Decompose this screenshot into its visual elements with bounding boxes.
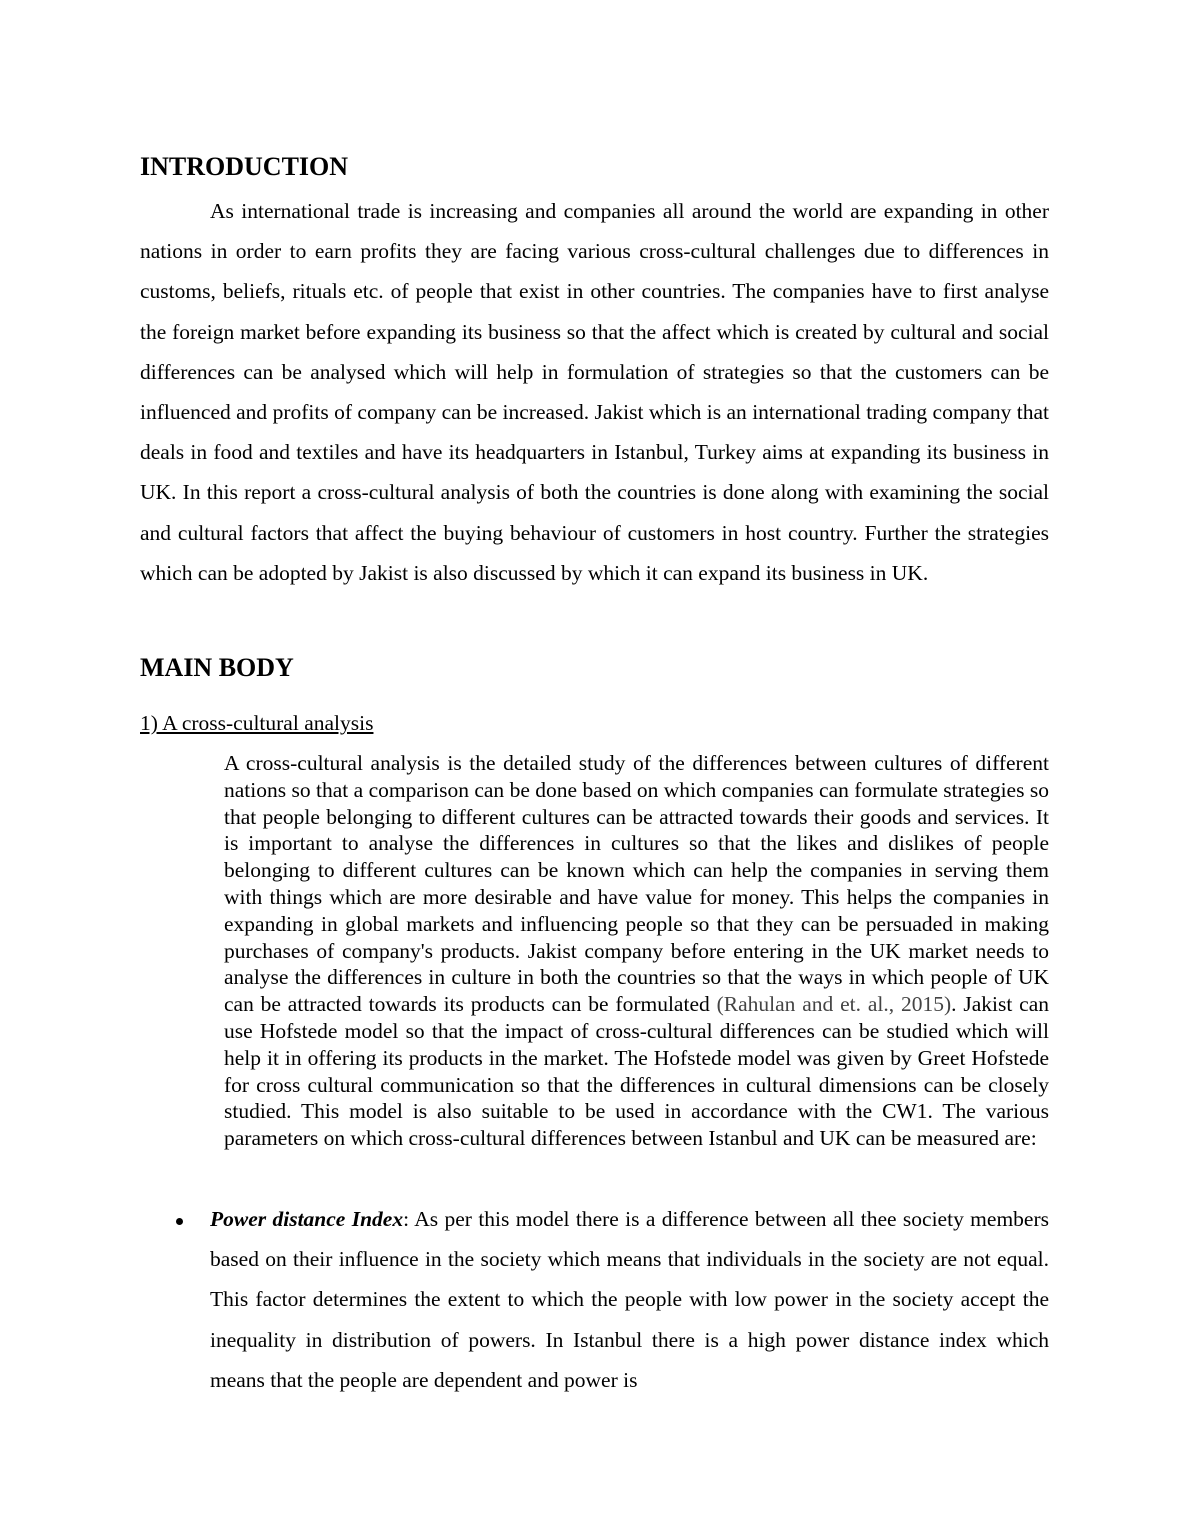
cross-cultural-paragraph (224, 750, 1049, 1152)
section-title-cross-cultural: 1) A cross-cultural analysis (140, 711, 374, 735)
bullet-term: Power distance Index (210, 1207, 404, 1231)
main-body-heading: MAIN BODY (140, 653, 294, 682)
bullet-icon (176, 1218, 183, 1225)
bullet-text (210, 1199, 1049, 1400)
paragraph-text-part2: . Jakist can use Hofstede model so that the impact of cross-cultural differences can be studied which will help it in offering its products in the market. The Hofstede model was given by Greet Hofstede for cross cultural communication so that the differences in cultural dimensions can be closely studied. This model is also suitable to be used in accordance with the CW1. The various parameters on which cross-cultural differences between Istanbul and UK can be measured are: (224, 992, 1050, 1151)
introduction-heading: INTRODUCTION (140, 152, 349, 181)
bullet-description: : As per this model there is a difference between all thee society members based on their influence in the society which means that individuals in the society are not equal. This factor determines the extent to which the people with low power in the society accept the inequality in distribution of powers. In Istanbul there is a high power distance index which means that the people are dependent and power is (210, 1207, 1049, 1392)
citation: (Rahulan and et. al., 2015) (716, 992, 952, 1017)
paragraph-text-part1: A cross-cultural analysis is the detailed study of the differences between cultures of different nations so that a comparison can be done based on which companies can formulate strategies so that people belonging to different cultures can be attracted towards their goods and services. It is important to analyse the differences in cultures so that the likes and dislikes of people belonging to different cultures can be known which can help the companies in serving them with things which are more desirable and have value for money. This helps the companies in expanding in global markets and influencing people so that they can be persuaded in making purchases of company's products. Jakist company before entering in the UK market needs to analyse the differences in culture in both the countries so that the ways in which people of UK can be attracted towards its products can be formulated (224, 751, 1049, 1017)
introduction-paragraph: As international trade is increasing and companies all around the world are expanding in other nations in order to earn profits they are facing various cross-cultural challenges due to differences in customs, beliefs, rituals etc. of people that exist in other countries. The companies have to first analyse the foreign market before expanding its business so that the affect which is created by cultural and social differences can be analysed which will help in formulation of strategies so that the customers can be influenced and profits of company can be increased. Jakist which is an international trading company that deals in food and textiles and have its headquarters in Istanbul, Turkey aims at expanding its business in UK. In this report a cross-cultural analysis of both the countries is done along with examining the social and cultural factors that affect the buying behaviour of customers in host country. Further the strategies which can be adopted by Jakist is also discussed by which it can expand its business in UK. (140, 199, 1049, 585)
